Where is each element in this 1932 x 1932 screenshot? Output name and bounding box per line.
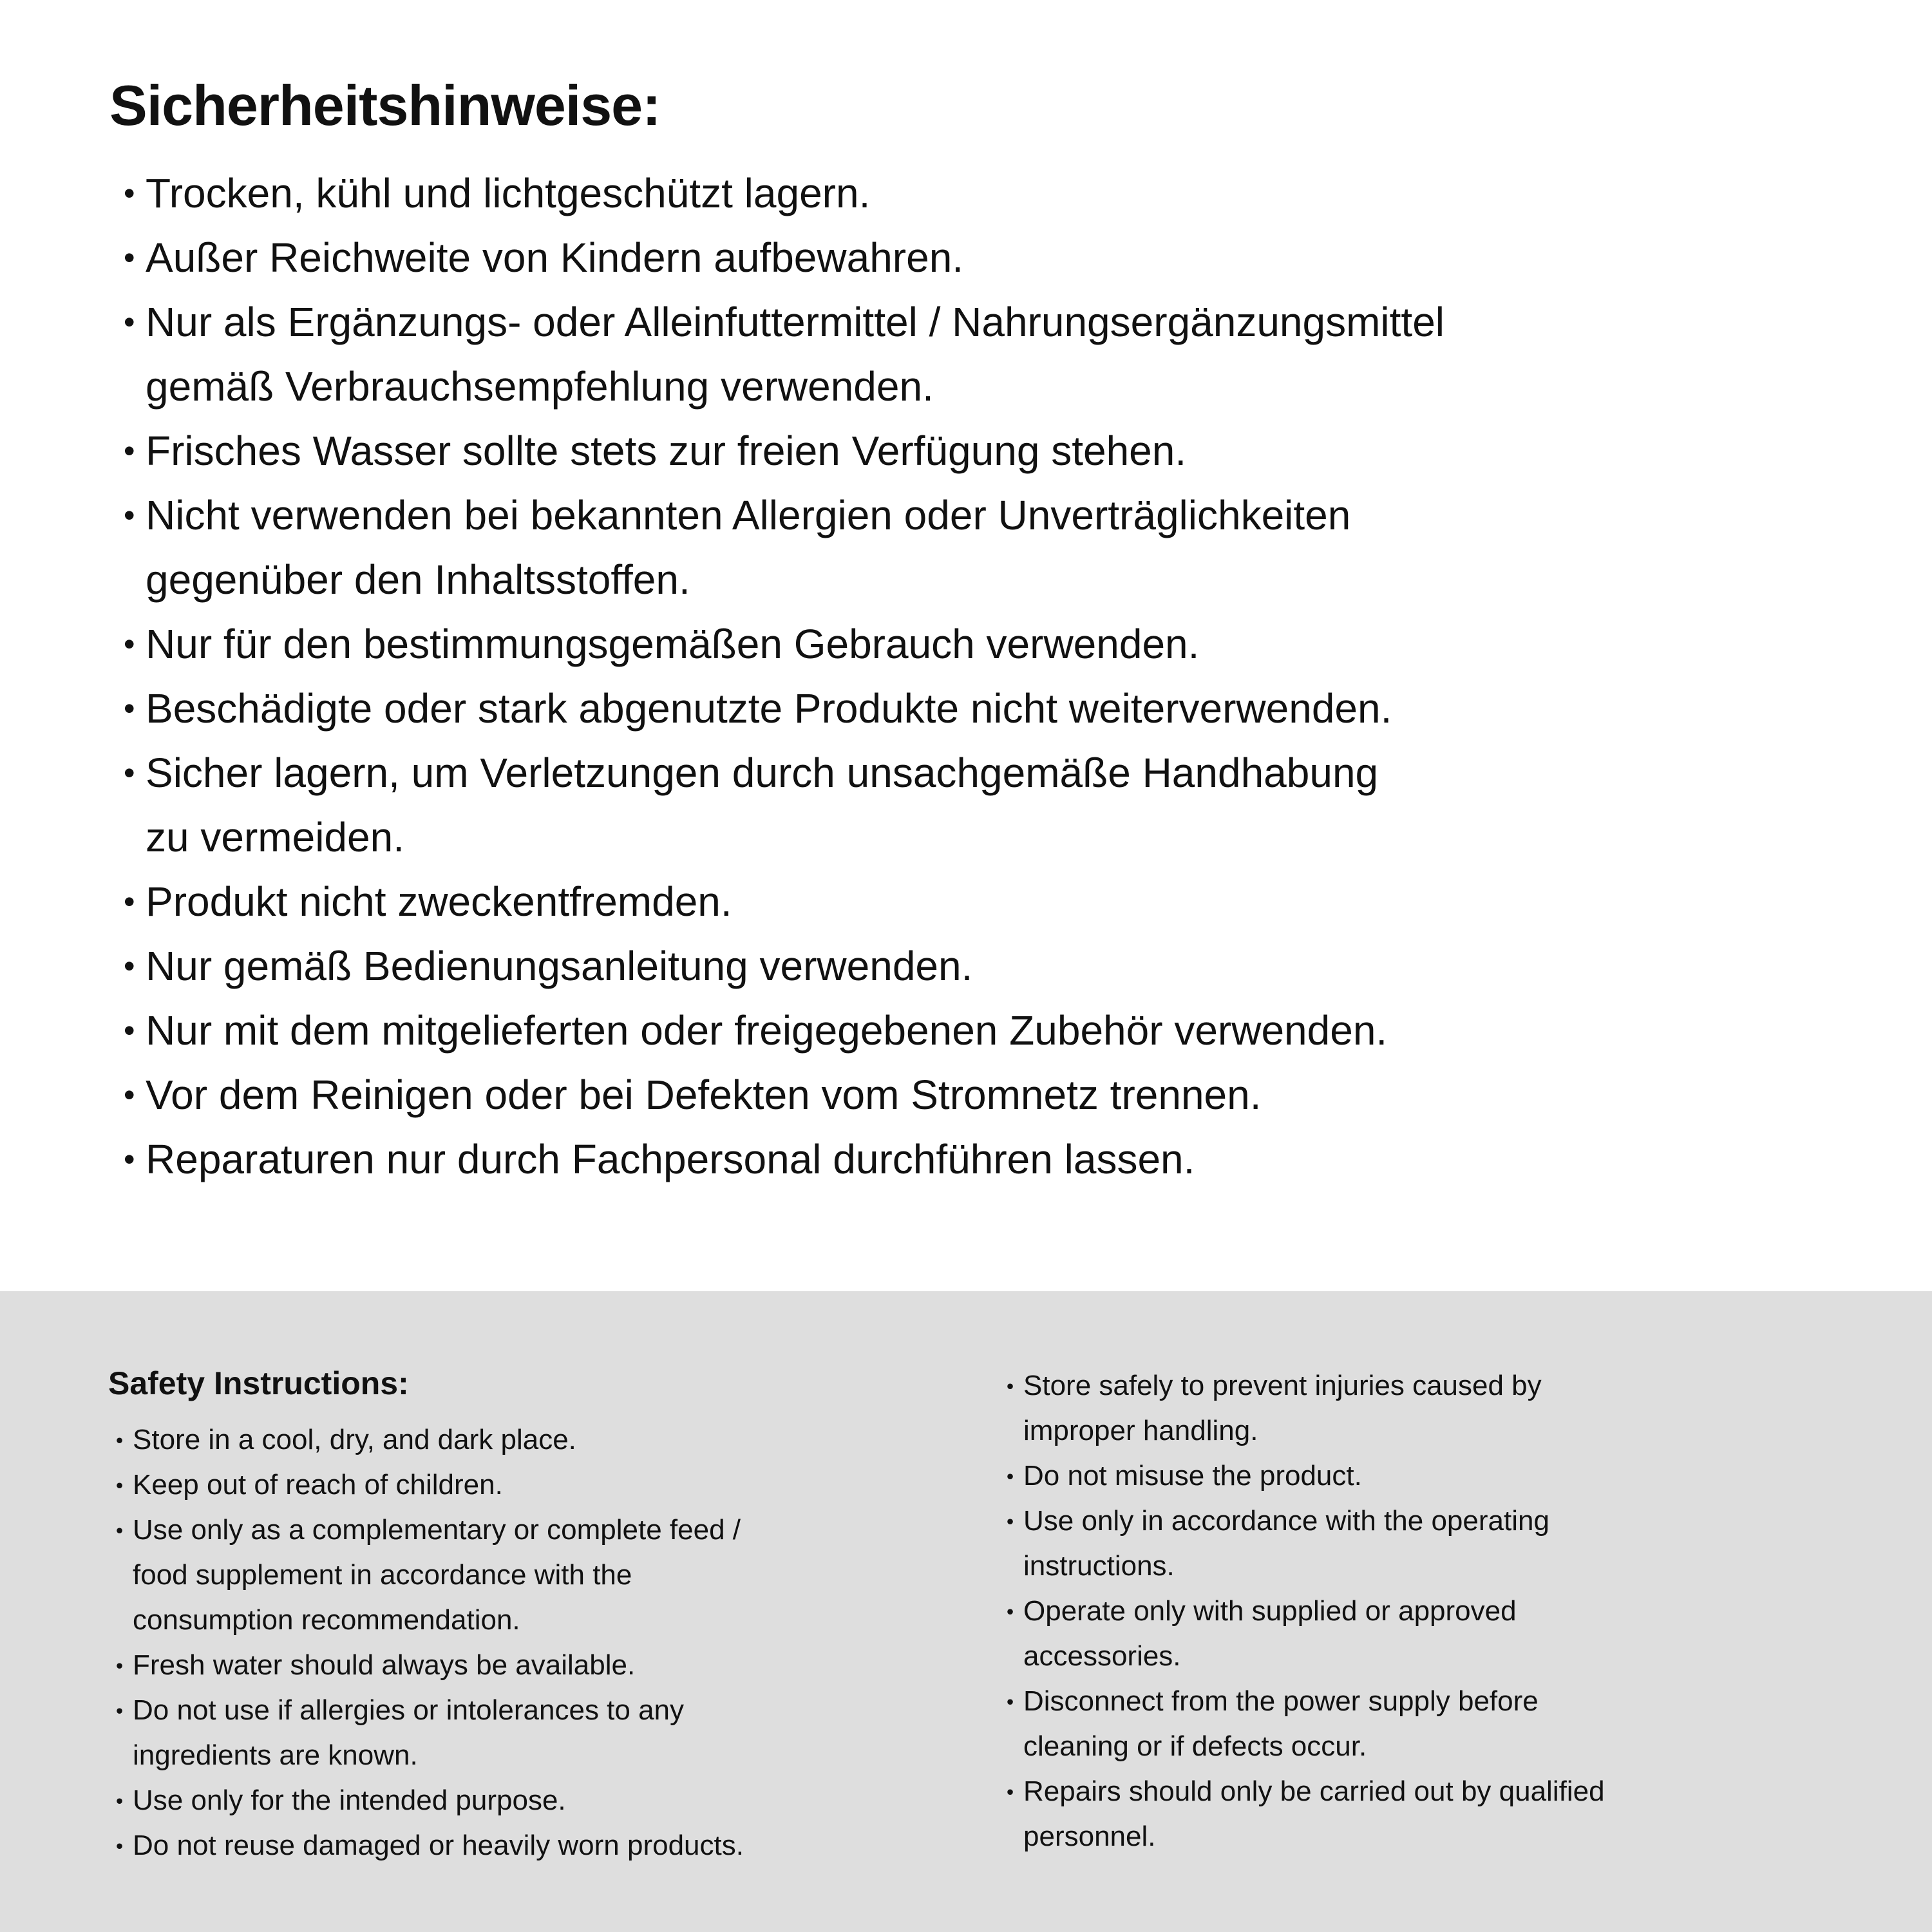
bullet-icon: • xyxy=(124,1077,135,1113)
bullet-icon: • xyxy=(124,304,135,341)
bullet-icon: • xyxy=(124,690,135,727)
list-item xyxy=(999,1589,1913,1679)
list-item-line: Trocken, kühl und lichtgeschützt lagern. xyxy=(146,170,871,217)
list-item xyxy=(109,934,1893,998)
bullet-icon: • xyxy=(124,175,135,212)
list-item xyxy=(108,1823,984,1868)
list-item-line: Do not use if allergies or intolerances to any xyxy=(133,1694,685,1726)
list-item xyxy=(108,1688,984,1778)
bullet-icon: • xyxy=(124,1012,135,1049)
list-item-line: ingredients are known. xyxy=(133,1739,418,1771)
page-title: Sicherheitshinweise: xyxy=(109,73,661,137)
list-item-line: Do not reuse damaged or heavily worn products. xyxy=(133,1830,744,1861)
list-item xyxy=(109,225,1893,290)
list-item-line: Nur als Ergänzungs- oder Alleinfuttermittel / Nahrungsergänzungsmittel xyxy=(146,299,1444,346)
list-item-line: consumption recommendation. xyxy=(133,1604,520,1636)
list-item xyxy=(108,1643,984,1688)
list-item xyxy=(109,290,1893,419)
list-item xyxy=(109,161,1893,225)
bullet-icon: • xyxy=(116,1789,124,1812)
list-item xyxy=(109,1063,1893,1127)
list-item xyxy=(999,1679,1913,1769)
bullet-icon: • xyxy=(116,1834,124,1857)
bullet-icon: • xyxy=(1007,1464,1014,1488)
bullet-icon: • xyxy=(124,1141,135,1178)
list-item-line: Sicher lagern, um Verletzungen durch unsachgemäße Handhabung xyxy=(146,750,1379,797)
list-item-line: Do not misuse the product. xyxy=(1023,1460,1362,1492)
bullet-icon: • xyxy=(1007,1510,1014,1533)
english-right-list xyxy=(999,1363,1913,1859)
list-item xyxy=(999,1499,1913,1589)
bullet-icon: • xyxy=(124,626,135,663)
list-item-line: gemäß Verbrauchsempfehlung verwenden. xyxy=(146,363,934,410)
list-item-line: instructions. xyxy=(1023,1550,1175,1582)
list-item-line: Nur für den bestimmungsgemäßen Gebrauch verwenden. xyxy=(146,621,1200,668)
list-item-line: gegenüber den Inhaltsstoffen. xyxy=(146,556,690,603)
list-item xyxy=(108,1463,984,1508)
list-item xyxy=(109,676,1893,741)
bullet-icon: • xyxy=(1007,1780,1014,1803)
list-item-line: Keep out of reach of children. xyxy=(133,1469,503,1501)
list-item-line: Nur mit dem mitgelieferten oder freigegebenen Zubehör verwenden. xyxy=(146,1007,1388,1054)
list-item-line: Fresh water should always be available. xyxy=(133,1649,636,1681)
list-item-line: Vor dem Reinigen oder bei Defekten vom Stromnetz trennen. xyxy=(146,1072,1262,1119)
list-item-line: Use only for the intended purpose. xyxy=(133,1785,566,1816)
english-left-column xyxy=(108,1363,984,1868)
list-item xyxy=(108,1417,984,1463)
bullet-icon: • xyxy=(116,1654,124,1677)
list-item-line: food supplement in accordance with the xyxy=(133,1559,632,1591)
bullet-icon: • xyxy=(116,1519,124,1542)
list-item-line: Store in a cool, dry, and dark place. xyxy=(133,1424,576,1455)
list-item-line: accessories. xyxy=(1023,1640,1181,1672)
list-item-line: Repairs should only be carried out by qualified xyxy=(1023,1776,1605,1807)
english-left-list xyxy=(108,1417,984,1868)
list-item-line: Nicht verwenden bei bekannten Allergien oder Unverträglichkeiten xyxy=(146,492,1351,539)
bullet-icon: • xyxy=(1007,1374,1014,1397)
list-item-line: Außer Reichweite von Kindern aufbewahren. xyxy=(146,234,964,281)
list-item-line: Store safely to prevent injuries caused by xyxy=(1023,1370,1542,1401)
bullet-icon: • xyxy=(124,755,135,791)
english-title: Safety Instructions: xyxy=(108,1365,409,1401)
english-section xyxy=(0,1291,1932,1932)
bullet-icon: • xyxy=(124,433,135,469)
list-item-line: Reparaturen nur durch Fachpersonal durchführen lassen. xyxy=(146,1136,1195,1183)
bullet-icon: • xyxy=(124,240,135,276)
list-item-line: personnel. xyxy=(1023,1821,1156,1852)
list-item xyxy=(109,869,1893,934)
bullet-icon: • xyxy=(1007,1600,1014,1623)
list-item xyxy=(999,1769,1913,1859)
list-item-line: Use only as a complementary or complete feed / xyxy=(133,1514,741,1546)
list-item-line: Nur gemäß Bedienungsanleitung verwenden. xyxy=(146,943,973,990)
list-item-line: Frisches Wasser sollte stets zur freien Verfügung stehen. xyxy=(146,428,1187,475)
list-item xyxy=(108,1508,984,1643)
list-item xyxy=(109,612,1893,676)
bullet-icon: • xyxy=(116,1699,124,1722)
bullet-icon: • xyxy=(124,948,135,985)
list-item-line: Disconnect from the power supply before xyxy=(1023,1685,1539,1717)
german-list xyxy=(109,161,1893,1191)
list-item xyxy=(109,998,1893,1063)
list-item xyxy=(109,483,1893,612)
english-right-column xyxy=(999,1363,1913,1859)
bullet-icon: • xyxy=(116,1428,124,1452)
list-item-line: Beschädigte oder stark abgenutzte Produkte nicht weiterverwenden. xyxy=(146,685,1392,732)
list-item xyxy=(109,419,1893,483)
list-item-line: Produkt nicht zweckentfremden. xyxy=(146,878,732,925)
list-item-line: Use only in accordance with the operating xyxy=(1023,1505,1549,1537)
list-item-line: improper handling. xyxy=(1023,1415,1258,1446)
list-item-line: cleaning or if defects occur. xyxy=(1023,1730,1367,1762)
bullet-icon: • xyxy=(116,1473,124,1497)
list-item xyxy=(109,1127,1893,1191)
list-item xyxy=(999,1454,1913,1499)
list-item xyxy=(109,741,1893,869)
bullet-icon: • xyxy=(124,884,135,920)
bullet-icon: • xyxy=(1007,1690,1014,1713)
list-item xyxy=(999,1363,1913,1454)
bullet-icon: • xyxy=(124,497,135,534)
list-item xyxy=(108,1778,984,1823)
list-item-line: zu vermeiden. xyxy=(146,814,404,861)
list-item-line: Operate only with supplied or approved xyxy=(1023,1595,1517,1627)
